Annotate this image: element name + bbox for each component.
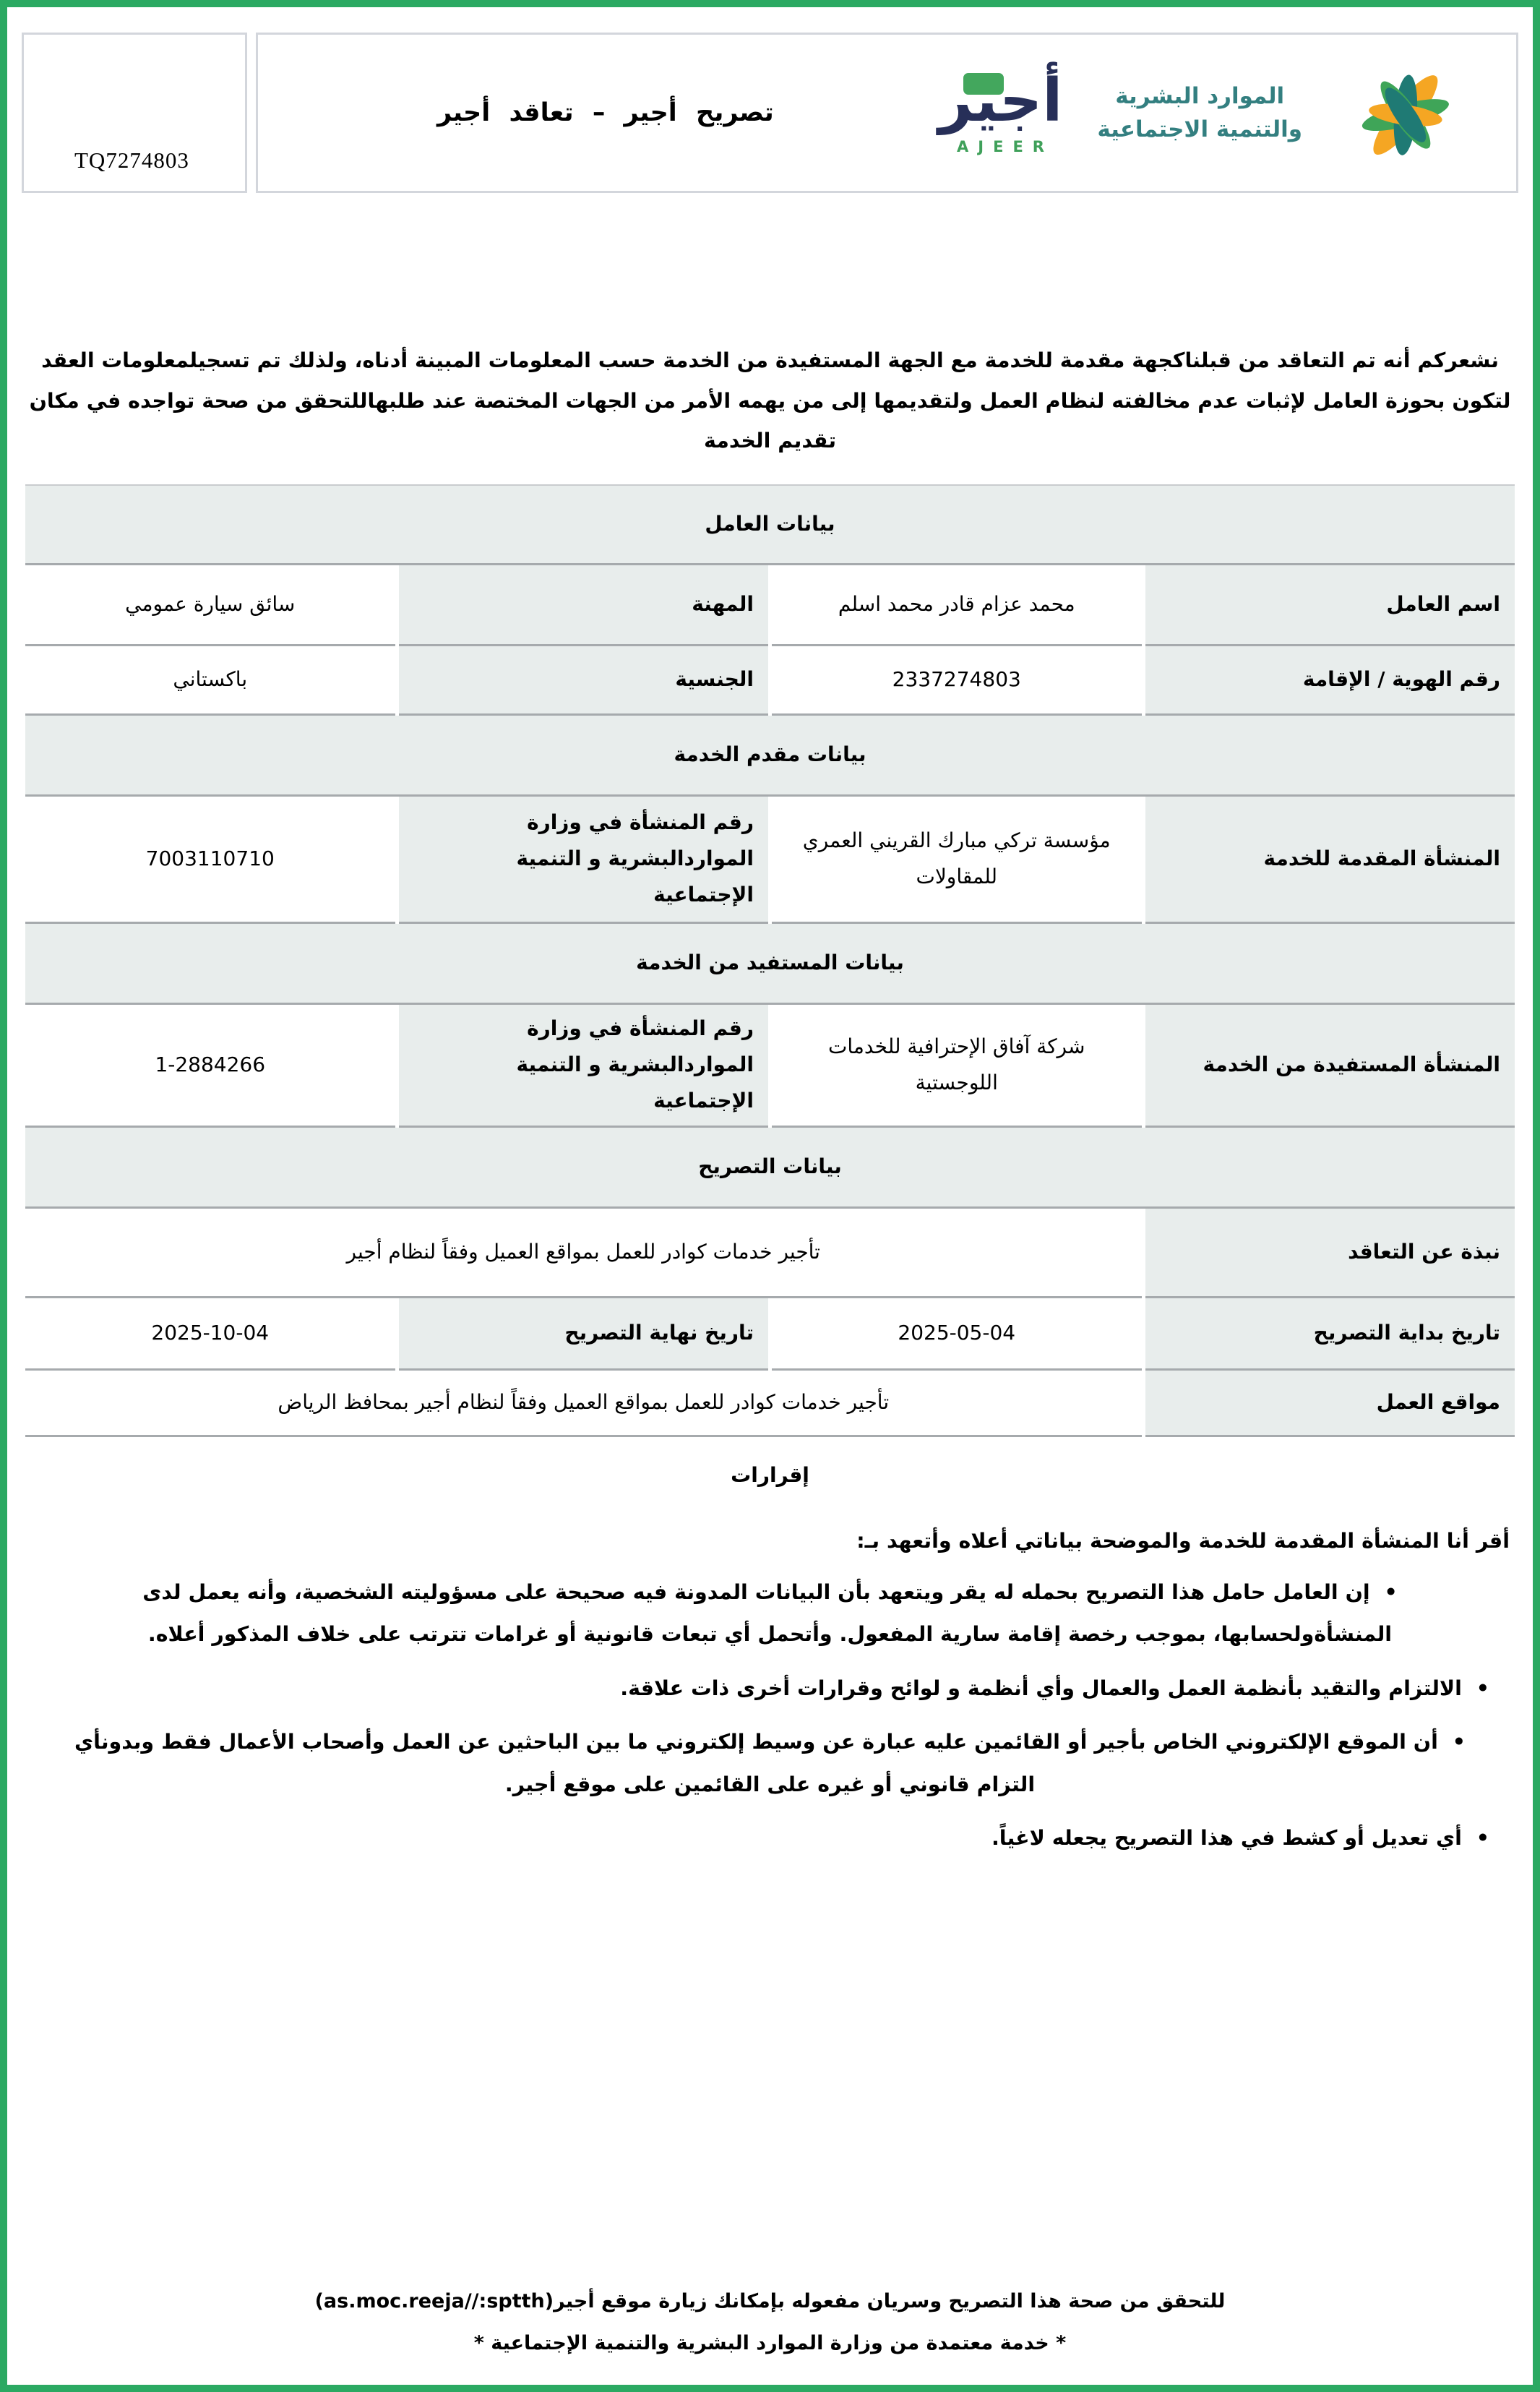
contract-brief-value: تأجير خدمات كوادر للعمل بمواقع العميل وفقاً لنظام أجير <box>25 1209 1142 1298</box>
document-number: TQ7274803 <box>74 147 189 173</box>
ministry-name <box>1097 80 1302 147</box>
section-header-provider <box>25 716 1515 797</box>
table-row <box>25 1209 1515 1298</box>
ministry-name-line1: الموارد البشرية <box>1115 82 1285 109</box>
table-row <box>25 797 1515 924</box>
section-title: بيانات العامل <box>25 484 1515 565</box>
logo-cluster <box>939 46 1479 180</box>
table-row <box>25 1371 1515 1437</box>
footer-approval-line: * خدمة معتمدة من وزارة الموارد البشرية والتنمية الإجتماعية * <box>473 2331 1067 2354</box>
provider-number-label: رقم المنشأة في وزارة المواردالبشرية و التنمية الإجتماعية <box>399 797 769 924</box>
ministry-name-line2: والتنمية الاجتماعية <box>1097 116 1302 142</box>
declarations-title: إقرارات <box>731 1462 809 1487</box>
beneficiary-establishment-value: شركة آفاق الإحترافية للخدمات اللوجستية <box>772 1005 1142 1128</box>
contract-brief-label: نبذة عن التعاقد <box>1145 1209 1515 1298</box>
provider-establishment-value: مؤسسة تركي مبارك القريني العمري للمقاولات <box>772 797 1142 924</box>
document-number-box <box>22 33 247 193</box>
permit-start-value: 2025-05-04 <box>772 1298 1142 1371</box>
table-row <box>25 1005 1515 1128</box>
permit-end-value: 2025-10-04 <box>25 1298 395 1371</box>
table-row <box>25 565 1515 646</box>
profession-label: المهنة <box>399 565 769 646</box>
intro-paragraph: نشعركم أنه تم التعاقد من قبلناكجهة مقدمة للخدمة مع الجهة المستفيدة من الخدمة حسب المعلومات المبينة أدناه، ولذلك تم تسجيلمعلومات العقد لتكون بحوزة العامل لإثبات عدم مخالفته لنظام العمل ولتقديمها إلى من يهمه الأمر من الجهات المختصة عند طلبهاللتحقق من صحة تواجده في مكان تقديم الخدمة <box>29 348 1511 453</box>
header <box>22 33 1518 193</box>
declarations-list <box>51 1572 1489 1872</box>
nationality-value: باكستاني <box>25 646 395 716</box>
beneficiary-establishment-label: المنشأة المستفيدة من الخدمة <box>1145 1005 1515 1128</box>
section-header-beneficiary <box>25 924 1515 1005</box>
permit-end-label: تاريخ نهاية التصريح <box>399 1298 769 1371</box>
ajeer-logo <box>938 66 1063 156</box>
section-title: بيانات التصريح <box>25 1128 1515 1209</box>
work-locations-value: تأجير خدمات كوادر للعمل بمواقع العميل وفقاً لنظام أجير بمحافظ الرياض <box>25 1371 1142 1437</box>
table-row <box>25 646 1515 716</box>
section-header-worker <box>25 484 1515 565</box>
provider-number-value: 7003110710 <box>25 797 395 924</box>
beneficiary-number-value: 1-2884266 <box>25 1005 395 1128</box>
title-box <box>256 33 1518 193</box>
declaration-item: • أن الموقع الإلكتروني الخاص بأجير أو القائمين عليه عبارة عن وسيط إلكتروني ما بين الباحثين عن العمل وأصحاب الأعمال فقط وبدونأي التزام قانوني أو غيره على القائمين على موقع أجير. <box>51 1721 1489 1806</box>
footer <box>7 2281 1533 2385</box>
permit-start-label: تاريخ بداية التصريح <box>1145 1298 1515 1371</box>
section-header-permit <box>25 1128 1515 1209</box>
ajeer-arabic-wordmark: أجير <box>938 66 1063 135</box>
footer-verification-line: للتحقق من صحة هذا التصريح وسريان مفعوله بإمكانك زيارة موقع أجير(as.moc.reeja//:sptth) <box>314 2289 1226 2312</box>
provider-establishment-label: المنشأة المقدمة للخدمة <box>1145 797 1515 924</box>
declaration-item: • إن العامل حامل هذا التصريح بحمله له يقر ويتعهد بأن البيانات المدونة فيه صحيحة على مسؤوليته الشخصية، وأنه يعمل لدى المنشأةولحسابها، بموجب رخصة إقامة سارية المفعول. وأتحمل أي تبعات قانونية أو غرامات تترتب على خلاف المذكور أعلاه. <box>51 1572 1489 1656</box>
profession-value: سائق سيارة عمومي <box>25 565 395 646</box>
section-title: بيانات المستفيد من الخدمة <box>25 924 1515 1005</box>
declaration-item: • أي تعديل أو كشط في هذا التصريح يجعله لاغياً. <box>51 1817 1489 1859</box>
ministry-palm-emblem-icon <box>1337 46 1479 180</box>
section-title: بيانات مقدم الخدمة <box>25 716 1515 797</box>
beneficiary-number-label: رقم المنشأة في وزارة المواردالبشرية و التنمية الإجتماعية <box>399 1005 769 1128</box>
page-title: تصريح أجير – تعاقد أجير <box>437 98 774 127</box>
ajeer-latin-wordmark: AJEER <box>957 138 1054 156</box>
worker-name-label: اسم العامل <box>1145 565 1515 646</box>
declarations-intro: أقر أنا المنشأة المقدمة للخدمة والموضحة بياناتي أعلاه وأتعهد بـ: <box>856 1528 1510 1553</box>
worker-name-value: محمد عزام قادر محمد اسلم <box>772 565 1142 646</box>
declaration-item: • الالتزام والتقيد بأنظمة العمل والعمال وأي أنظمة و لوائح وقرارات أخرى ذات علاقة. <box>51 1668 1489 1710</box>
permit-data-table <box>22 484 1518 1437</box>
id-number-value: 2337274803 <box>772 646 1142 716</box>
nationality-label: الجنسية <box>399 646 769 716</box>
id-number-label: رقم الهوية / الإقامة <box>1145 646 1515 716</box>
work-locations-label: مواقع العمل <box>1145 1371 1515 1437</box>
table-row <box>25 1298 1515 1371</box>
